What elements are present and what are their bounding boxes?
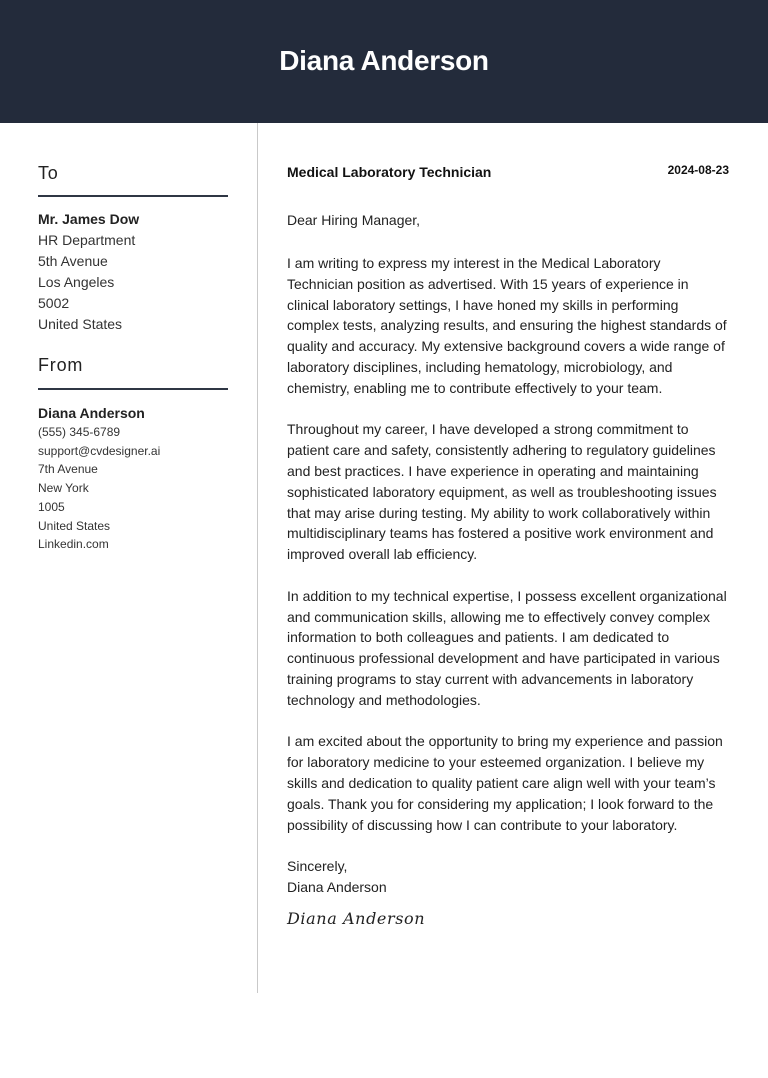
sender-postcode: 1005 bbox=[38, 499, 65, 514]
closing-phrase: Sincerely, bbox=[287, 858, 348, 874]
sender-name: Diana Anderson bbox=[38, 405, 145, 421]
sender-street: 7th Avenue bbox=[38, 462, 98, 477]
candidate-name: Diana Anderson bbox=[279, 44, 489, 76]
to-section-title: To bbox=[38, 163, 59, 183]
letter-paragraphs bbox=[287, 253, 729, 856]
sender-city: New York bbox=[38, 481, 89, 496]
recipient-country: United States bbox=[38, 316, 123, 332]
signature: Diana Anderson bbox=[287, 909, 426, 928]
sender-country: United States bbox=[38, 518, 111, 533]
sender-email: support@cvdesigner.ai bbox=[38, 443, 161, 458]
recipient-postcode: 5002 bbox=[38, 295, 70, 311]
sender-linkedin: Linkedin.com bbox=[38, 537, 109, 552]
paragraph: In addition to my technical expertise, I possess excellent organizational and communication skills, allowing me to effectively convey complex information to both colleagues and patients. I am dedicated to continuous professional development and have participated in various training programs to stay current with advancements in laboratory technology and methodologies. bbox=[287, 587, 727, 708]
recipient-address bbox=[38, 230, 135, 335]
sender-contact bbox=[38, 423, 160, 554]
paragraph: I am excited about the opportunity to bring my experience and passion for laboratory medicine to your esteemed organization. I believe my skills and dedication to quality patient care align well with your team’s goals. Thank you for considering my application; I look forward to the possibility of discussing how I can contribute to your laboratory. bbox=[287, 733, 723, 833]
from-section-rule bbox=[38, 388, 228, 390]
letter-date: 2024-08-23 bbox=[667, 163, 729, 177]
job-title: Medical Laboratory Technician bbox=[287, 164, 492, 180]
column-divider bbox=[257, 123, 258, 993]
recipient-department: HR Department bbox=[38, 232, 136, 248]
from-section-title: From bbox=[38, 355, 84, 375]
closing-name: Diana Anderson bbox=[287, 879, 387, 895]
to-section-rule bbox=[38, 195, 228, 197]
paragraph: I am writing to express my interest in the Medical Laboratory Technician position as advertised. With 15 years of experience in clinical laboratory settings, I have honed my skills in performing complex tests, analyzing results, and ensuring the highest standards of quality and accuracy. My extensive background covers a wide range of laboratory disciplines, including hematology, microbiology, and chemistry, enabling me to contribute effectively to your team. bbox=[287, 255, 727, 396]
salutation: Dear Hiring Manager, bbox=[287, 212, 421, 228]
recipient-street: 5th Avenue bbox=[38, 253, 108, 269]
recipient-name: Mr. James Dow bbox=[38, 211, 140, 227]
header-banner bbox=[0, 0, 768, 123]
sender-phone: (555) 345-6789 bbox=[38, 425, 121, 439]
paragraph: Throughout my career, I have developed a strong commitment to patient care and safety, consistently adhering to regulatory guidelines and best practices. I have experience in operating and maintaining sophisticated laboratory equipment, as well as troubleshooting issues that may arise during testing. My ability to work collaboratively within multidisciplinary teams has fostered a positive work environment and improved overall lab efficiency. bbox=[287, 421, 717, 563]
recipient-city: Los Angeles bbox=[38, 274, 115, 290]
closing-block bbox=[287, 856, 387, 898]
